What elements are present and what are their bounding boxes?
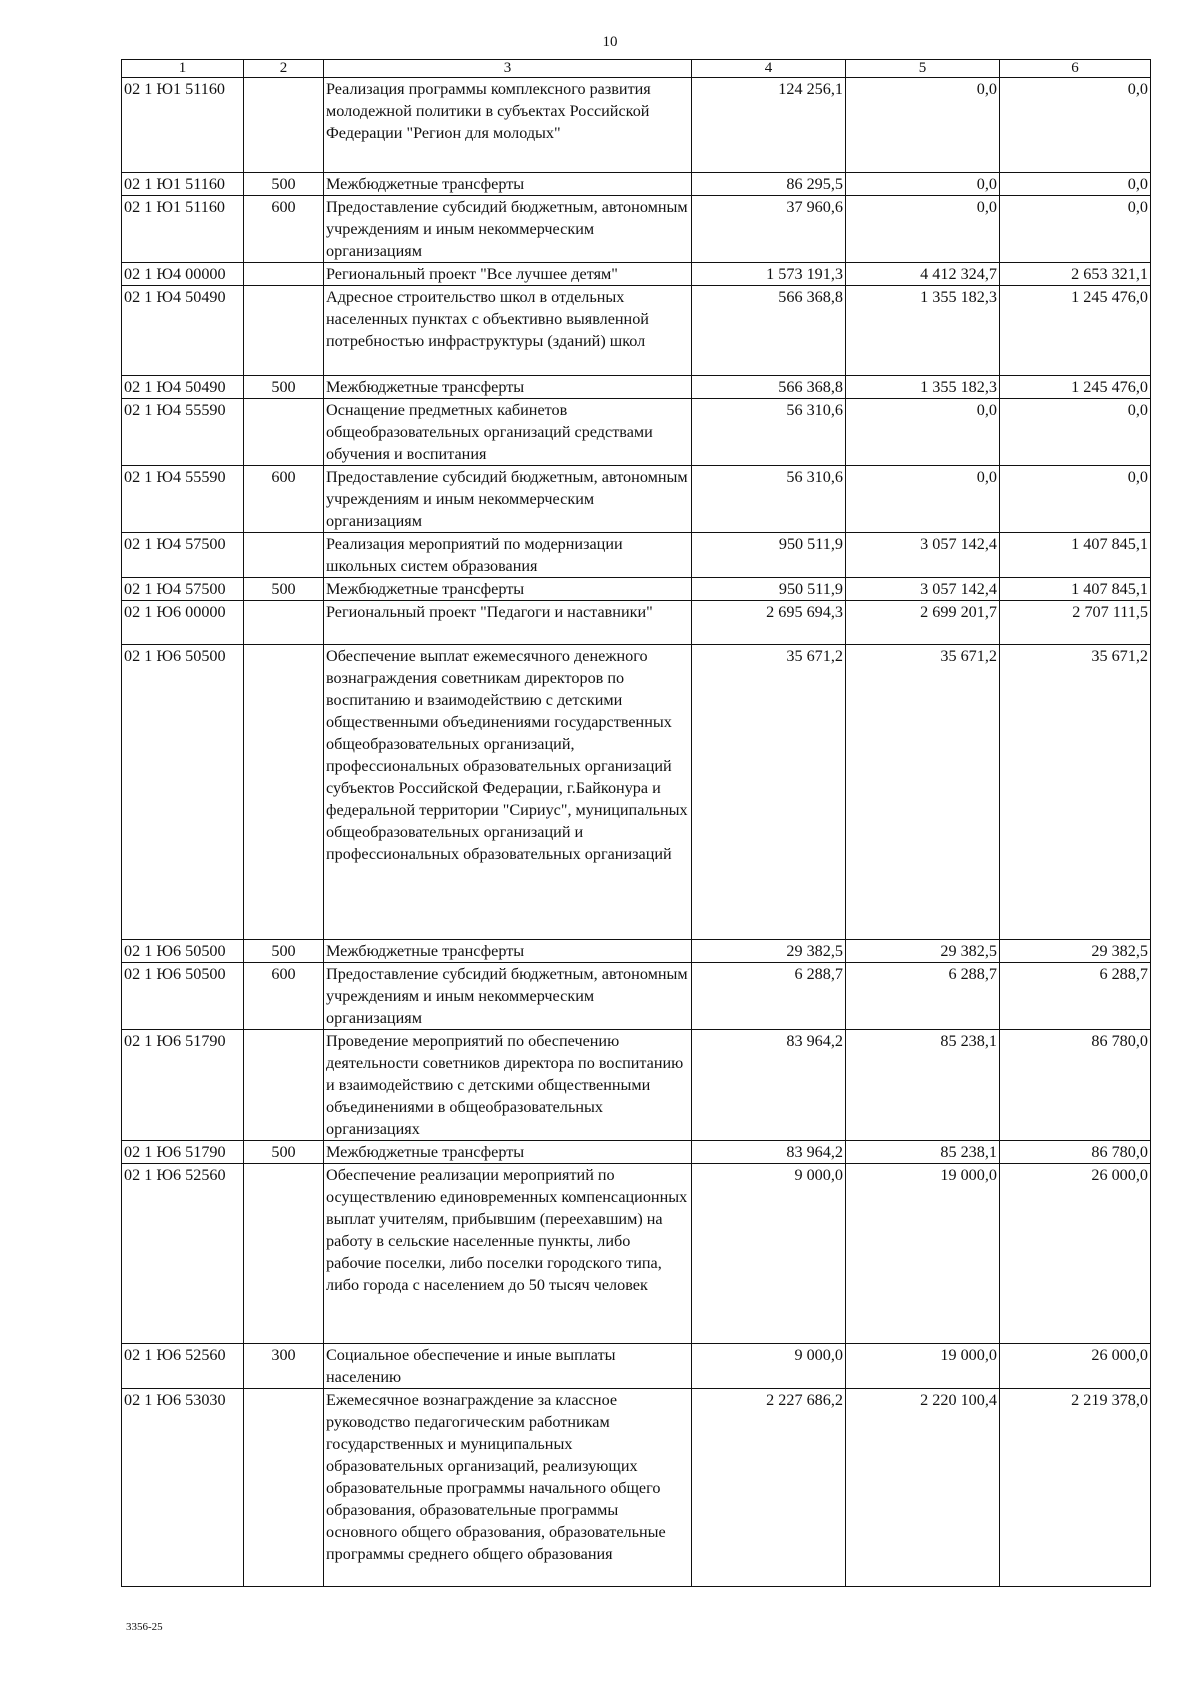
- row-value-col4: 2 695 694,3: [692, 601, 846, 645]
- row-value-col4: 566 368,8: [692, 286, 846, 376]
- row-value-col6: 86 780,0: [1000, 1030, 1151, 1141]
- table-row: [122, 173, 1151, 196]
- row-value-col4: 9 000,0: [692, 1344, 846, 1389]
- row-value-col4: 950 511,9: [692, 533, 846, 578]
- table-row: [122, 1141, 1151, 1164]
- row-value-col4: 566 368,8: [692, 376, 846, 399]
- row-value-col4: 1 573 191,3: [692, 263, 846, 286]
- row-value-col5: 0,0: [846, 78, 1000, 173]
- row-value-col5: 19 000,0: [846, 1164, 1000, 1344]
- row-expense-type: 600: [244, 196, 324, 263]
- row-value-col4: 37 960,6: [692, 196, 846, 263]
- row-code: 02 1 Ю4 50490: [122, 286, 244, 376]
- table-row: [122, 376, 1151, 399]
- row-value-col6: 86 780,0: [1000, 1141, 1151, 1164]
- row-code: 02 1 Ю4 57500: [122, 578, 244, 601]
- row-description: Оснащение предметных кабинетов общеобразовательных организаций средствами обучения и воспитания: [324, 399, 692, 466]
- row-value-col6: 1 245 476,0: [1000, 376, 1151, 399]
- row-expense-type: [244, 399, 324, 466]
- row-description: Межбюджетные трансферты: [324, 376, 692, 399]
- table-row: [122, 399, 1151, 466]
- header-row: [122, 60, 1151, 78]
- row-value-col5: 4 412 324,7: [846, 263, 1000, 286]
- row-value-col4: 9 000,0: [692, 1164, 846, 1344]
- row-description: Предоставление субсидий бюджетным, автономным учреждениям и иным некоммерческим организациям: [324, 196, 692, 263]
- row-description: Ежемесячное вознаграждение за классное руководство педагогическим работникам государственных и муниципальных образовательных организаций, реализующих образовательные программы начального общего образования, образовательные программы основного общего образования, образовательные программы среднего общего образования: [324, 1389, 692, 1587]
- column-header: 5: [846, 60, 1000, 78]
- row-code: 02 1 Ю4 00000: [122, 263, 244, 286]
- row-value-col5: 0,0: [846, 399, 1000, 466]
- row-expense-type: 600: [244, 963, 324, 1030]
- row-expense-type: [244, 286, 324, 376]
- row-code: 02 1 Ю6 00000: [122, 601, 244, 645]
- row-expense-type: [244, 645, 324, 940]
- row-description: Межбюджетные трансферты: [324, 173, 692, 196]
- row-expense-type: [244, 78, 324, 173]
- row-code: 02 1 Ю1 51160: [122, 173, 244, 196]
- row-value-col5: 2 220 100,4: [846, 1389, 1000, 1587]
- table-row: [122, 1389, 1151, 1587]
- row-description: Межбюджетные трансферты: [324, 578, 692, 601]
- column-header: 1: [122, 60, 244, 78]
- row-value-col5: 35 671,2: [846, 645, 1000, 940]
- row-value-col5: 0,0: [846, 173, 1000, 196]
- row-code: 02 1 Ю6 51790: [122, 1141, 244, 1164]
- row-code: 02 1 Ю6 52560: [122, 1344, 244, 1389]
- row-expense-type: 600: [244, 466, 324, 533]
- row-value-col4: 83 964,2: [692, 1030, 846, 1141]
- row-description: Межбюджетные трансферты: [324, 1141, 692, 1164]
- row-expense-type: [244, 1030, 324, 1141]
- row-value-col6: 6 288,7: [1000, 963, 1151, 1030]
- row-value-col4: 83 964,2: [692, 1141, 846, 1164]
- row-value-col4: 29 382,5: [692, 940, 846, 963]
- row-code: 02 1 Ю1 51160: [122, 196, 244, 263]
- row-value-col6: 26 000,0: [1000, 1164, 1151, 1344]
- row-code: 02 1 Ю6 51790: [122, 1030, 244, 1141]
- table-row: [122, 940, 1151, 963]
- row-expense-type: 500: [244, 940, 324, 963]
- row-value-col6: 1 407 845,1: [1000, 533, 1151, 578]
- row-description: Обеспечение реализации мероприятий по осуществлению единовременных компенсационных выплат учителям, прибывшим (переехавшим) на работу в сельские населенные пункты, либо рабочие поселки, либо поселки городского типа, либо города с населением до 50 тысяч человек: [324, 1164, 692, 1344]
- row-value-col6: 2 219 378,0: [1000, 1389, 1151, 1587]
- table-row: [122, 466, 1151, 533]
- table-row: [122, 533, 1151, 578]
- document-code: 3356-25: [126, 1621, 163, 1633]
- row-value-col4: 35 671,2: [692, 645, 846, 940]
- table-row: [122, 1030, 1151, 1141]
- row-expense-type: [244, 533, 324, 578]
- row-expense-type: 500: [244, 578, 324, 601]
- row-expense-type: [244, 1164, 324, 1344]
- row-value-col6: 1 245 476,0: [1000, 286, 1151, 376]
- row-value-col5: 29 382,5: [846, 940, 1000, 963]
- row-description: Региональный проект "Все лучшее детям": [324, 263, 692, 286]
- row-code: 02 1 Ю4 57500: [122, 533, 244, 578]
- table-row: [122, 963, 1151, 1030]
- column-header: 4: [692, 60, 846, 78]
- column-header: 3: [324, 60, 692, 78]
- row-value-col4: 950 511,9: [692, 578, 846, 601]
- row-expense-type: 500: [244, 1141, 324, 1164]
- row-description: Социальное обеспечение и иные выплаты населению: [324, 1344, 692, 1389]
- row-description: Межбюджетные трансферты: [324, 940, 692, 963]
- row-code: 02 1 Ю4 50490: [122, 376, 244, 399]
- row-description: Адресное строительство школ в отдельных населенных пунктах с объективно выявленной потребностью инфраструктуры (зданий) школ: [324, 286, 692, 376]
- row-value-col5: 0,0: [846, 466, 1000, 533]
- column-header: 6: [1000, 60, 1151, 78]
- row-value-col6: 0,0: [1000, 173, 1151, 196]
- row-value-col5: 85 238,1: [846, 1141, 1000, 1164]
- row-code: 02 1 Ю1 51160: [122, 78, 244, 173]
- row-description: Реализация мероприятий по модернизации школьных систем образования: [324, 533, 692, 578]
- row-code: 02 1 Ю6 50500: [122, 645, 244, 940]
- row-value-col5: 0,0: [846, 196, 1000, 263]
- row-value-col6: 26 000,0: [1000, 1344, 1151, 1389]
- row-expense-type: 500: [244, 173, 324, 196]
- row-description: Реализация программы комплексного развития молодежной политики в субъектах Российской Федерации "Регион для молодых": [324, 78, 692, 173]
- row-value-col4: 56 310,6: [692, 466, 846, 533]
- row-code: 02 1 Ю6 50500: [122, 963, 244, 1030]
- table-row: [122, 578, 1151, 601]
- row-value-col6: 35 671,2: [1000, 645, 1151, 940]
- table-row: [122, 1344, 1151, 1389]
- row-value-col4: 6 288,7: [692, 963, 846, 1030]
- row-value-col4: 56 310,6: [692, 399, 846, 466]
- row-value-col5: 2 699 201,7: [846, 601, 1000, 645]
- row-description: Региональный проект "Педагоги и наставники": [324, 601, 692, 645]
- row-value-col4: 2 227 686,2: [692, 1389, 846, 1587]
- row-expense-type: [244, 263, 324, 286]
- row-value-col6: 2 707 111,5: [1000, 601, 1151, 645]
- table-row: [122, 196, 1151, 263]
- row-value-col5: 19 000,0: [846, 1344, 1000, 1389]
- row-description: Обеспечение выплат ежемесячного денежного вознаграждения советникам директоров по воспитанию и взаимодействию с детскими общественными объединениями государственных общеобразовательных организаций, профессиональных образовательных организаций субъектов Российской Федерации, г.Байконура и федеральной территории "Сириус", муниципальных общеобразовательных организаций и профессиональных образовательных организаций: [324, 645, 692, 940]
- row-description: Проведение мероприятий по обеспечению деятельности советников директора по воспитанию и взаимодействию с детскими общественными объединениями в общеобразовательных организациях: [324, 1030, 692, 1141]
- row-expense-type: [244, 1389, 324, 1587]
- row-value-col5: 85 238,1: [846, 1030, 1000, 1141]
- row-value-col5: 3 057 142,4: [846, 533, 1000, 578]
- table-row: [122, 601, 1151, 645]
- row-value-col4: 124 256,1: [692, 78, 846, 173]
- row-value-col5: 1 355 182,3: [846, 286, 1000, 376]
- table-row: [122, 645, 1151, 940]
- row-value-col5: 6 288,7: [846, 963, 1000, 1030]
- row-value-col6: 0,0: [1000, 466, 1151, 533]
- row-value-col6: 0,0: [1000, 399, 1151, 466]
- table-row: [122, 1164, 1151, 1344]
- row-description: Предоставление субсидий бюджетным, автономным учреждениям и иным некоммерческим организациям: [324, 466, 692, 533]
- row-value-col6: 0,0: [1000, 78, 1151, 173]
- row-value-col6: 0,0: [1000, 196, 1151, 263]
- row-code: 02 1 Ю6 52560: [122, 1164, 244, 1344]
- row-code: 02 1 Ю4 55590: [122, 466, 244, 533]
- column-header: 2: [244, 60, 324, 78]
- row-code: 02 1 Ю6 53030: [122, 1389, 244, 1587]
- table-row: [122, 286, 1151, 376]
- table-row: [122, 263, 1151, 286]
- row-expense-type: [244, 601, 324, 645]
- row-code: 02 1 Ю6 50500: [122, 940, 244, 963]
- row-description: Предоставление субсидий бюджетным, автономным учреждениям и иным некоммерческим организациям: [324, 963, 692, 1030]
- row-expense-type: 300: [244, 1344, 324, 1389]
- budget-table: [121, 59, 1151, 1587]
- row-value-col5: 3 057 142,4: [846, 578, 1000, 601]
- row-value-col4: 86 295,5: [692, 173, 846, 196]
- row-value-col6: 2 653 321,1: [1000, 263, 1151, 286]
- row-value-col6: 1 407 845,1: [1000, 578, 1151, 601]
- page-number: 10: [602, 34, 618, 50]
- row-value-col5: 1 355 182,3: [846, 376, 1000, 399]
- row-code: 02 1 Ю4 55590: [122, 399, 244, 466]
- row-expense-type: 500: [244, 376, 324, 399]
- table-row: [122, 78, 1151, 173]
- row-value-col6: 29 382,5: [1000, 940, 1151, 963]
